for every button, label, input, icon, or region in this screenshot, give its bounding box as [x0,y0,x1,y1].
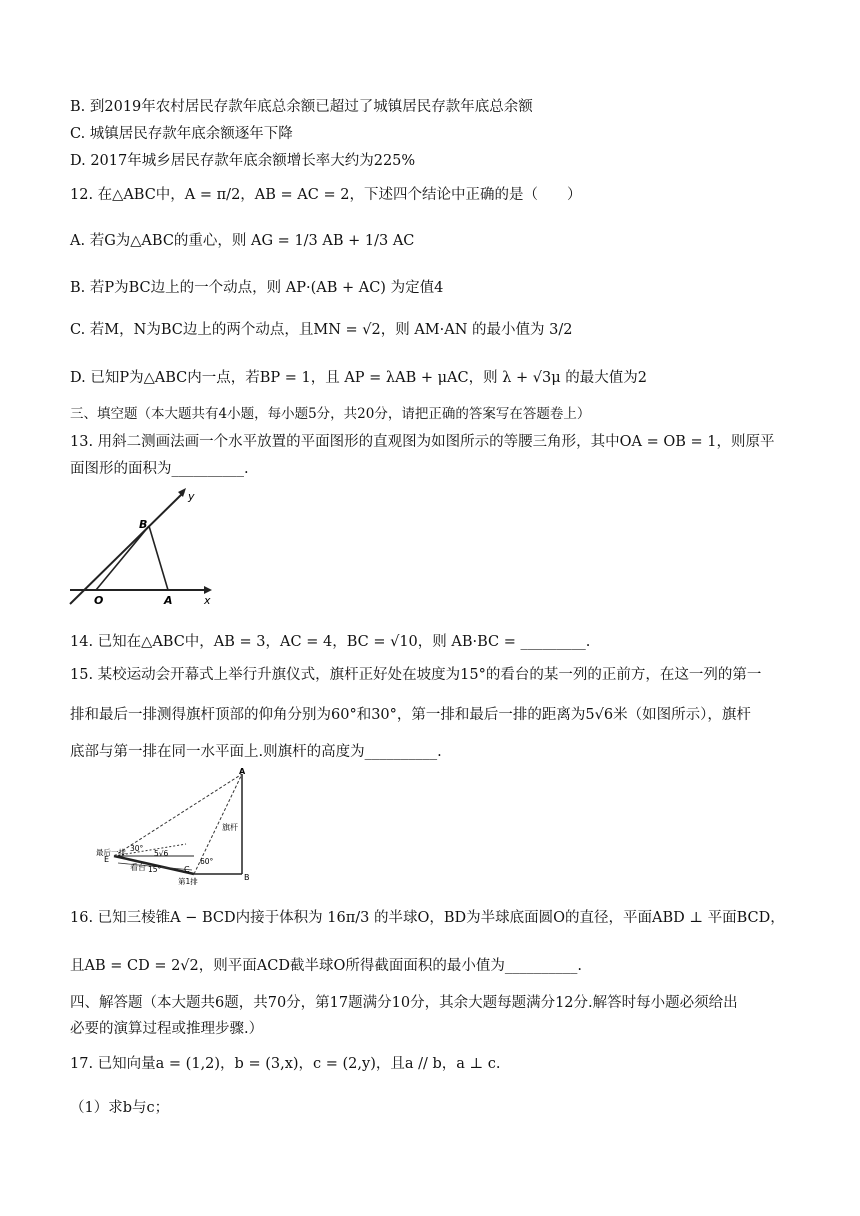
q17-part-1: （1）求b与c； [70,1100,170,1116]
q15-label-last-row: 最后一排 [96,848,126,857]
q13-label-x: x [204,594,211,607]
q15-line-1: 15. 某校运动会开幕式上举行升旗仪式，旗杆正好处在坡度为15°的看台的某一列的正前方，在这一列的第一 [70,667,762,683]
q13-line-2: 面图形的面积为__________. [70,461,249,477]
q15-label-stand: 看台 [130,863,146,872]
q15-label-first-row: 第1排 [178,877,198,886]
q13-label-y: y [188,490,195,503]
q12-stem: 12. 在△ABC中，A = π/2，AB = AC = 2，下述四个结论中正确的是（ ） [70,187,582,203]
q15-dist: 5√6 [154,849,169,858]
section-4-line-1: 四、解答题（本大题共6题，共70分，第17题满分10分，其余大题每题满分12分.解答时每小题必须给出 [70,995,738,1011]
q16-line-2: 且AB = CD = 2√2，则平面ACD截半球O所得截面面积的最小值为__________. [70,958,582,974]
q15-line-3: 底部与第一排在同一水平面上.则旗杆的高度为__________. [70,744,442,760]
q13-line-1: 13. 用斜二测画法画一个水平放置的平面图形的直观图为如图所示的等腰三角形，其中OA = OB = 1，则原平 [70,434,775,450]
q15-angle-30: 30° [130,844,144,853]
q13-figure [66,484,216,614]
q15-figure [96,766,266,888]
q14-text: 14. 已知在△ABC中，AB = 3，AC = 4，BC = √10，则 AB·BC = _________. [70,634,591,650]
q16-line-1: 16. 已知三棱锥A − BCD内接于体积为 16π/3 的半球O，BD为半球底面圆O的直径，平面ABD ⊥ 平面BCD， [70,910,785,926]
q12-option-d: D. 已知P为△ABC内一点，若BP = 1，且 AP = λAB + μAC，则 λ + √3μ 的最大值为2 [70,370,647,386]
q12-option-a: A. 若G为△ABC的重心，则 AG = 1/3 AB + 1/3 AC [70,233,415,249]
q15-label-a: A [239,767,246,776]
section-4-line-2: 必要的演算过程或推理步骤.） [70,1021,264,1037]
q15-line-2: 排和最后一排测得旗杆顶部的仰角分别为60°和30°，第一排和最后一排的距离为5√6米（如图所示），旗杆 [70,707,751,723]
q11-option-b: B. 到2019年农村居民存款年底总余额已超过了城镇居民存款年底总余额 [70,99,533,115]
q15-angle-15: 15° [148,865,162,874]
q12-option-b: B. 若P为BC边上的一个动点，则 AP·(AB + AC) 为定值4 [70,280,444,296]
q11-option-c: C. 城镇居民存款年底余额逐年下降 [70,126,293,142]
q13-label-o: O [94,594,104,607]
q15-label-b: B [244,873,250,882]
q15-label-c: C [184,865,190,874]
q13-label-b: B [139,518,148,531]
q13-label-a: A [164,594,173,607]
q15-label-e: E [104,855,110,864]
section-3-heading: 三、填空题（本大题共有4小题，每小题5分，共20分，请把正确的答案写在答题卷上） [70,406,591,422]
q17-stem: 17. 已知向量a = (1,2)，b = (3,x)，c = (2,y)，且a // b，a ⊥ c. [70,1056,501,1072]
q11-option-d: D. 2017年城乡居民存款年底余额增长率大约为225% [70,153,416,169]
q12-option-c: C. 若M，N为BC边上的两个动点，且MN = √2，则 AM·AN 的最小值为 3/2 [70,322,573,338]
q15-label-pole: 旗杆 [222,823,238,832]
q15-angle-60: 60° [200,857,214,866]
